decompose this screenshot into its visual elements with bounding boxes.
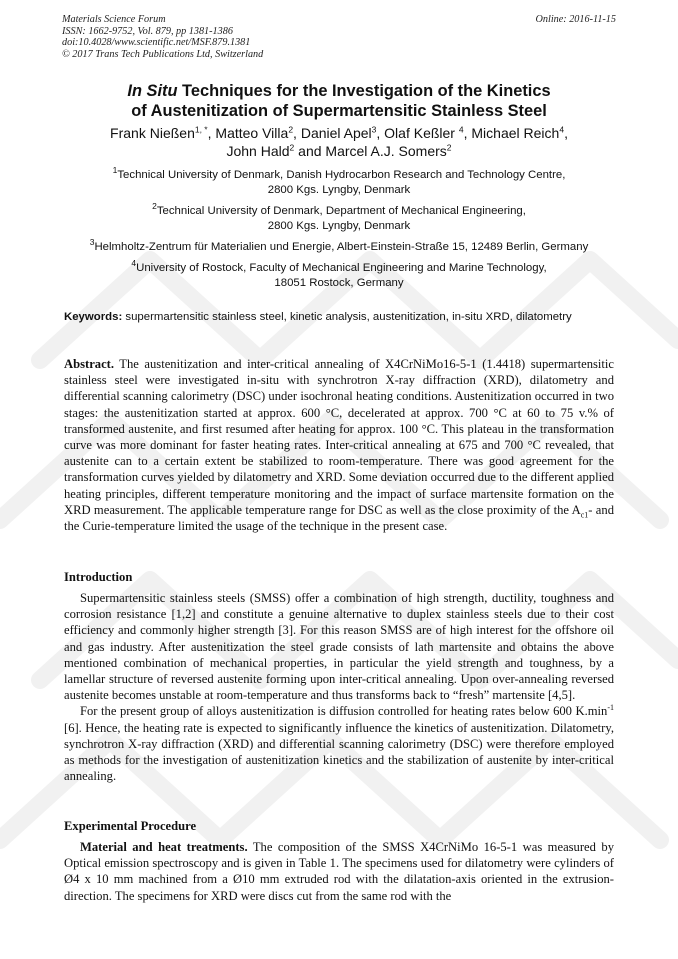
author-separator: , — [207, 125, 216, 141]
experimental-heading: Experimental Procedure — [64, 819, 197, 833]
affiliation-line: 18051 Rostock, Germany — [274, 277, 404, 289]
author-list — [40, 124, 638, 160]
affiliation-mark: 2 — [152, 201, 157, 212]
intro-p2-superscript: -1 — [607, 703, 614, 713]
author-affiliation-mark: 4 — [559, 124, 565, 135]
abstract-block — [64, 356, 614, 534]
author-separator: , — [376, 125, 385, 141]
author-separator: , — [564, 125, 568, 141]
affiliation-3 — [40, 237, 638, 255]
journal-header — [62, 14, 616, 60]
author-affiliation-mark: 1, * — [194, 124, 208, 135]
author-affiliation-mark: 2 — [446, 142, 452, 153]
author-affiliation-mark: 2 — [289, 142, 295, 153]
affiliation-mark: 4 — [131, 258, 137, 269]
journal-issn: ISSN: 1662-9752, Vol. 879, pp 1381-1386 — [62, 25, 233, 37]
affiliation-line: 2800 Kgs. Lyngby, Denmark — [267, 184, 411, 196]
affiliation-line: Technical University of Denmark, Danish Hydrocarbon Research and Technology Centre, — [117, 169, 566, 181]
author-affiliation-mark: 3 — [371, 124, 377, 135]
title-italic: In Situ — [127, 82, 178, 100]
author-name: Marcel A.J. Somers — [325, 143, 447, 159]
affiliation-mark: 1 — [112, 165, 118, 176]
experimental-text: The composition of the SMSS X4CrNiMo 16-5-1 was measured by Optical emission spectroscopy and is given in Table 1. The specimens used for dilatometry were cylinders of Ø4 x 10 mm machined from a Ø10 mm extruded rod with the dilatation-axis oriented in the extrusion-direction. The specimens for XRD were discs cut from the same rod with the — [64, 840, 614, 903]
affiliation-4 — [40, 258, 638, 291]
introduction-heading: Introduction — [64, 570, 133, 584]
intro-p2-text-end: [6]. Hence, the heating rate is expected to significantly influence the kinetics of austenitization. Dilatometry, synchrotron X-ray diffraction (XRD) and differential scanning calorimetry (DSC) were therefore employed as methods for the investigation of austenitization kinetics and the stabilization of austenite by inter-critical annealing. — [64, 720, 614, 784]
author-separator: , — [463, 125, 472, 141]
journal-name: Materials Science Forum — [62, 14, 166, 25]
affiliation-line: University of Rostock, Faculty of Mechanical Engineering and Marine Technology, — [136, 262, 547, 274]
abstract-text-end: - and the Curie-temperature limited the usage of the technique in the present case. — [64, 502, 614, 534]
abstract-subscript: c1 — [580, 510, 589, 520]
introduction-paragraph-2 — [64, 703, 614, 784]
affiliation-2 — [40, 201, 638, 234]
author-name: John Hald — [226, 143, 290, 159]
paper-title — [40, 81, 638, 121]
experimental-subheading: Material and heat treatments. — [80, 840, 248, 854]
affiliation-line: 2800 Kgs. Lyngby, Denmark — [267, 220, 411, 232]
affiliation-mark: 3 — [89, 237, 95, 248]
title-line2: of Austenitization of Supermartensitic Stainless Steel — [131, 102, 547, 120]
keywords-text: supermartensitic stainless steel, kinetic analysis, austenitization, in-situ XRD, dilatometry — [122, 311, 572, 323]
author-name: Michael Reich — [471, 125, 560, 141]
author-name: Olaf Keßler — [384, 125, 459, 141]
abstract-label: Abstract. — [64, 357, 115, 371]
author-separator: and — [294, 143, 326, 159]
journal-doi: doi:10.4028/www.scientific.net/MSF.879.1381 — [62, 37, 251, 49]
keywords-label: Keywords: — [64, 311, 123, 323]
experimental-body — [64, 839, 614, 904]
introduction-body — [64, 590, 614, 784]
abstract-text: The austenitization and inter-critical annealing of X4CrNiMo16-5-1 (1.4418) supermartensitic stainless steel were investigated in-situ with synchrotron X-ray diffraction (XRD), dilatometry and differential scanning calorimetry (DSC) under isochronal heating conditions. Austenitization occurred in two stages: the austenitization started at approx. 600 °C, decelerated at approx. 700 °C at 60 to 75 v.% of transformed austenite, and first resumed after heating for approx. 100 °C. This plateau in the transformation curve was more dominant for faster heating rates. Inter-critical annealing at 675 and 700 °C revealed, that austenite can to a certain extent be stabilized to room-temperature. There was good agreement for the transformation curves yielded by dilatometry and XRD. Some deviation occurred due to the different applied heating principles, different temperature monitoring and the impact of surface martensite formation on the XRD measurement. The applicable temperature range for DSC as well as the close proximity of the A — [64, 357, 614, 517]
affiliation-1 — [40, 165, 638, 198]
introduction-paragraph-1: Supermartensitic stainless steels (SMSS) offer a combination of high strength, ductility, toughness and corrosion resistance [1,2] and constitute a genuine alternative to duplex stainless steels due to their cost efficiency and commonly higher strength [3]. For this reason SMSS are of high interest for the offshore oil and gas industry. After austenitization the steel grade consists of lath martensite and obtains the above mentioned combination of mechanical properties, in particular the yield strength and toughness, by a lamellar structure of reversed austenite forming upon inter-critical annealing. Upon over-annealing reversed austenite becomes unstable at room-temperature and thus transforms back to “fresh” martensite [4,5]. — [64, 591, 614, 703]
author-name: Frank Nießen — [110, 125, 195, 141]
author-name: Daniel Apel — [300, 125, 372, 141]
author-affiliation-mark: 4 — [458, 124, 464, 135]
title-line1: Techniques for the Investigation of the Kinetics — [177, 82, 551, 100]
affiliation-line: Technical University of Denmark, Department of Mechanical Engineering, — [156, 205, 526, 217]
experimental-paragraph — [64, 839, 614, 904]
affiliation-line: Helmholtz-Zentrum für Materialien und Energie, Albert-Einstein-Straße 15, 12489 Berlin, Germany — [94, 241, 589, 253]
author-separator: , — [293, 125, 301, 141]
keywords-block — [64, 310, 614, 325]
online-date: Online: 2016-11-15 — [535, 14, 616, 25]
journal-copyright: © 2017 Trans Tech Publications Ltd, Switzerland — [62, 48, 264, 60]
author-name: Matteo Villa — [215, 125, 289, 141]
intro-p2-text: For the present group of alloys austenitization is diffusion controlled for heating rates below 600 K.min — [80, 704, 608, 719]
author-affiliation-mark: 2 — [288, 124, 294, 135]
